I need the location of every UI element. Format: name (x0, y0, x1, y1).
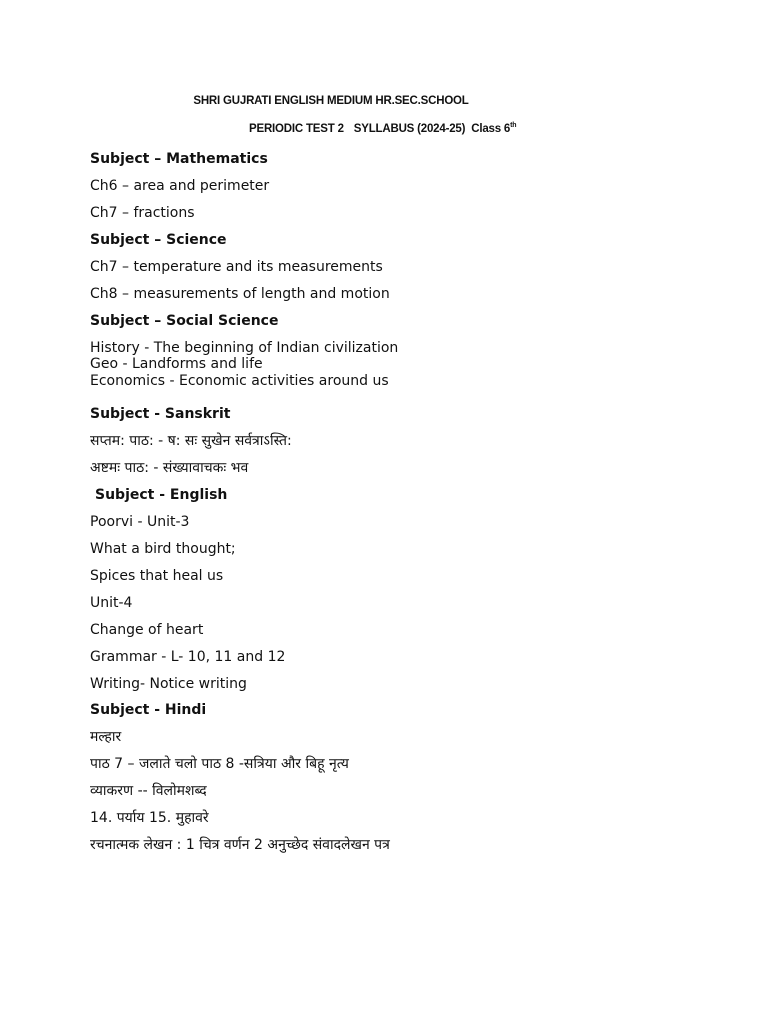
science-item: Ch7 – temperature and its measurements (90, 259, 383, 275)
test-name: PERIODIC TEST 2 (249, 123, 344, 135)
heading-english: Subject - English (95, 487, 228, 503)
class-label: Class 6 (471, 123, 511, 135)
syllabus-label: SYLLABUS (2024-25) (353, 123, 466, 135)
english-item: Unit-4 (90, 595, 133, 611)
english-item: What a bird thought; (90, 541, 236, 557)
hindi-item: पाठ 7 – जलाते चलो पाठ 8 -सत्रिया और बिहू नृत्य (90, 756, 349, 772)
hindi-item: मल्हार (90, 729, 122, 745)
school-name: SHRI GUJRATI ENGLISH MEDIUM HR.SEC.SCHOOL (193, 95, 469, 107)
exam-title (249, 123, 516, 135)
heading-social-science: Subject – Social Science (90, 313, 279, 329)
sanskrit-item: अष्टमः पाठ: - संख्यावाचकः भव (90, 460, 249, 476)
hindi-item: व्याकरण -- विलोमशब्द (90, 783, 207, 799)
social-science-item: Economics - Economic activities around us (90, 373, 389, 389)
science-item: Ch8 – measurements of length and motion (90, 286, 390, 302)
english-item: Grammar - L- 10, 11 and 12 (90, 649, 286, 665)
math-item: Ch7 – fractions (90, 205, 195, 221)
english-item: Spices that heal us (90, 568, 224, 584)
english-item: Writing- Notice writing (90, 676, 247, 692)
hindi-item: रचनात्मक लेखन : 1 चित्र वर्णन 2 अनुच्छेद संवादलेखन पत्र (90, 837, 390, 853)
english-item: Change of heart (90, 622, 204, 638)
math-item: Ch6 – area and perimeter (90, 178, 270, 194)
sanskrit-item: सप्तम: पाठ: - ष: सः सुखेन सर्वत्राऽस्ति: (90, 433, 292, 449)
heading-hindi: Subject - Hindi (90, 702, 207, 718)
heading-sanskrit: Subject - Sanskrit (90, 406, 231, 422)
class-suffix: th (510, 122, 517, 129)
social-science-item: History - The beginning of Indian civilization (90, 340, 399, 356)
hindi-item: 14. पर्याय 15. मुहावरे (90, 810, 209, 826)
social-science-item: Geo - Landforms and life (90, 356, 263, 372)
heading-mathematics: Subject – Mathematics (90, 151, 268, 167)
english-item: Poorvi - Unit-3 (90, 514, 190, 530)
heading-science: Subject – Science (90, 232, 227, 248)
